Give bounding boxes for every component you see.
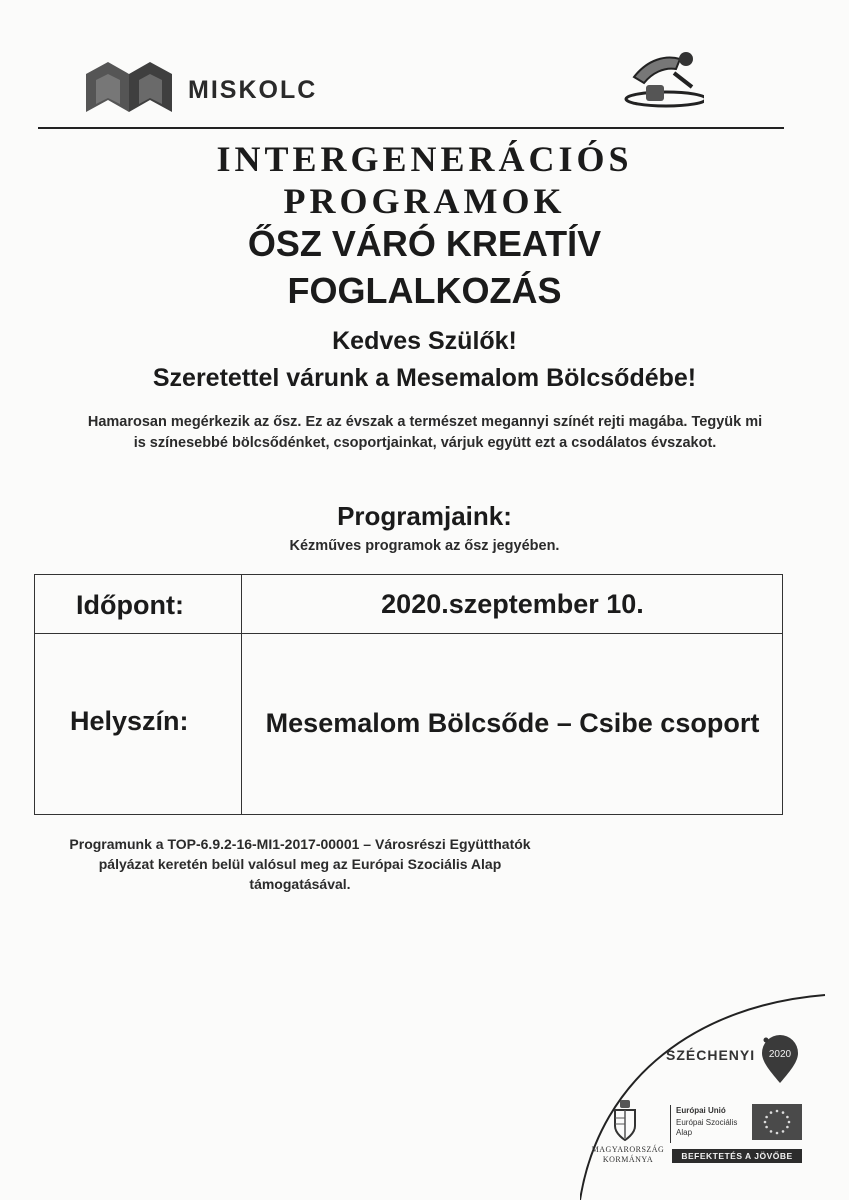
place-value: Mesemalom Bölcsőde – Csibe csoport: [265, 708, 760, 738]
eu-title: Európai Unió: [676, 1106, 726, 1115]
miskolc-logo-icon: [86, 60, 172, 120]
title-line-1: INTERGENERÁCIÓS: [216, 139, 633, 179]
eu-divider: [670, 1105, 671, 1143]
date-label: Időpont:: [76, 590, 184, 620]
title-line-4: FOGLALKOZÁS: [287, 270, 562, 311]
programs-heading: Programjaink:: [337, 501, 512, 531]
place-label: Helyszín:: [70, 706, 189, 736]
szechenyi-label: SZÉCHENYI: [666, 1047, 756, 1063]
snowboarder-logo-icon: [618, 47, 704, 113]
title-line-2: PROGRAMOK: [283, 181, 566, 221]
welcome-line: Szeretettel várunk a Mesemalom Bölcsődébe!: [152, 364, 697, 392]
eu-flag-icon: [752, 1104, 802, 1140]
programs-subheading: Kézműves programok az ősz jegyében.: [289, 538, 560, 554]
table-row-divider: [34, 633, 783, 634]
hungarian-crest-icon: [612, 1100, 638, 1142]
eu-fund-label: Európai Szociális Alap: [676, 1118, 738, 1137]
szechenyi-year: 2020: [768, 1049, 792, 1060]
date-value: 2020.szeptember 10.: [381, 589, 644, 619]
title-line-3: ŐSZ VÁRÓ KREATÍV: [247, 223, 602, 264]
city-name: MISKOLC: [188, 76, 318, 104]
greeting: Kedves Szülők!: [332, 327, 517, 355]
intro-paragraph: Hamarosan megérkezik az ősz. Ez az évszak a természet megannyi színét rejti magába. Tegyük mi is színesebbé bölcsődénket, csoportjainkat, várjuk együtt ezt a csodálatos évszakot.: [87, 414, 763, 451]
szechenyi-2020-badge-icon: [760, 1035, 800, 1085]
invest-banner: BEFEKTETÉS A JÖVŐBE: [672, 1149, 802, 1163]
header-divider: [38, 127, 784, 129]
footer-arc-decoration: [580, 985, 849, 1200]
funding-note: Programunk a TOP-6.9.2-16-MI1-2017-00001 – Városrészi Együtthatók pályázat keretén belül valósul meg az Európai Szociális Alap támogatásával.: [69, 836, 531, 892]
government-label: MAGYARORSZÁG KORMÁNYA: [591, 1145, 665, 1164]
